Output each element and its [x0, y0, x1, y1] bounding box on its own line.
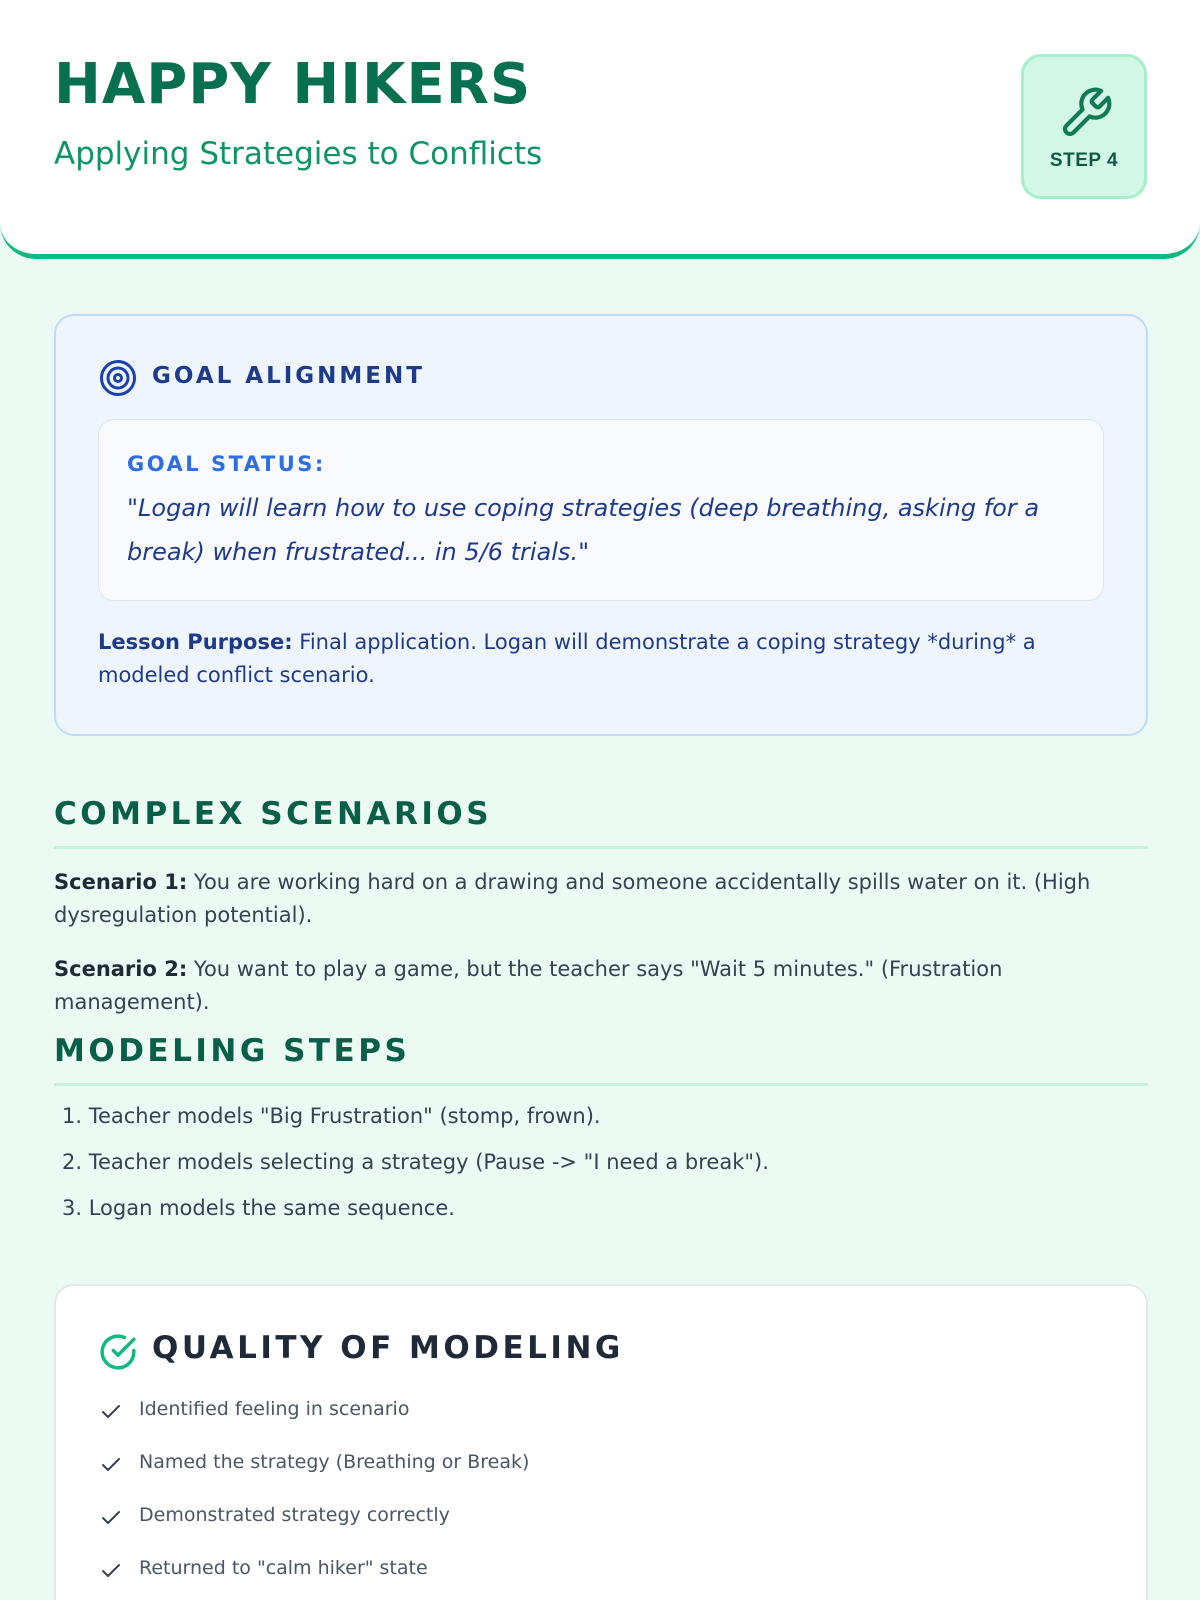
scenario-item — [54, 953, 1154, 1019]
goal-status-label: GOAL STATUS: — [127, 452, 326, 476]
lesson-purpose-label: Lesson Purpose: — [98, 630, 293, 654]
list-item: 1. Teacher models "Big Frustration" (stomp, frown). — [62, 1104, 601, 1128]
checklist-item — [99, 1451, 529, 1504]
goal-status-box — [98, 419, 1104, 601]
checklist-item — [99, 1557, 529, 1600]
quality-checklist — [99, 1398, 529, 1600]
checklist-item-label: Demonstrated strategy correctly — [139, 1504, 450, 1526]
lesson-purpose — [98, 626, 1098, 692]
scenario-item — [54, 866, 1154, 932]
list-item: 2. Teacher models selecting a strategy (Pause -> "I need a break"). — [62, 1150, 769, 1174]
quality-of-modeling-card — [54, 1284, 1148, 1600]
checklist-item-label: Named the strategy (Breathing or Break) — [139, 1451, 530, 1473]
app-title: HAPPY HIKERS — [54, 52, 532, 117]
page-header — [0, 0, 1200, 259]
list-item: 3. Logan models the same sequence. — [62, 1196, 455, 1220]
checkmark-icon — [99, 1400, 123, 1424]
checklist-item — [99, 1398, 529, 1451]
checkmark-icon — [99, 1453, 123, 1477]
checklist-item-label: Identified feeling in scenario — [139, 1398, 410, 1420]
checkmark-icon — [99, 1559, 123, 1583]
checkmark-icon — [99, 1506, 123, 1530]
checklist-item-label: Returned to "calm hiker" state — [139, 1557, 428, 1579]
wrench-icon — [1058, 85, 1114, 141]
scenario-label: Scenario 2: — [54, 957, 188, 981]
scenario-text: You are working hard on a drawing and someone accidentally spills water on it. (High dysregulation potential). — [54, 870, 1091, 927]
scenario-text: You want to play a game, but the teacher says "Wait 5 minutes." (Frustration management). — [54, 957, 1003, 1014]
check-circle-icon — [99, 1333, 137, 1371]
target-icon — [99, 359, 137, 397]
scenario-label: Scenario 1: — [54, 870, 188, 894]
step-badge — [1021, 54, 1147, 199]
modeling-steps-list — [62, 1101, 1142, 1239]
step-label: STEP 4 — [1049, 150, 1119, 171]
checklist-item — [99, 1504, 529, 1557]
goal-status-text: "Logan will learn how to use coping strategies (deep breathing, asking for a break) when frustrated... in 5/6 trials." — [127, 494, 1040, 566]
modeling-steps-heading: MODELING STEPS — [54, 1033, 1148, 1086]
complex-scenarios-heading: COMPLEX SCENARIOS — [54, 796, 1148, 849]
lesson-purpose-text: Final application. Logan will demonstrate a coping strategy *during* a modeled conflict scenario. — [98, 630, 1036, 687]
quality-heading: QUALITY OF MODELING — [152, 1330, 624, 1366]
lesson-subtitle: Applying Strategies to Conflicts — [54, 136, 543, 172]
goal-alignment-card — [54, 314, 1148, 736]
goal-alignment-heading: GOAL ALIGNMENT — [152, 363, 425, 389]
